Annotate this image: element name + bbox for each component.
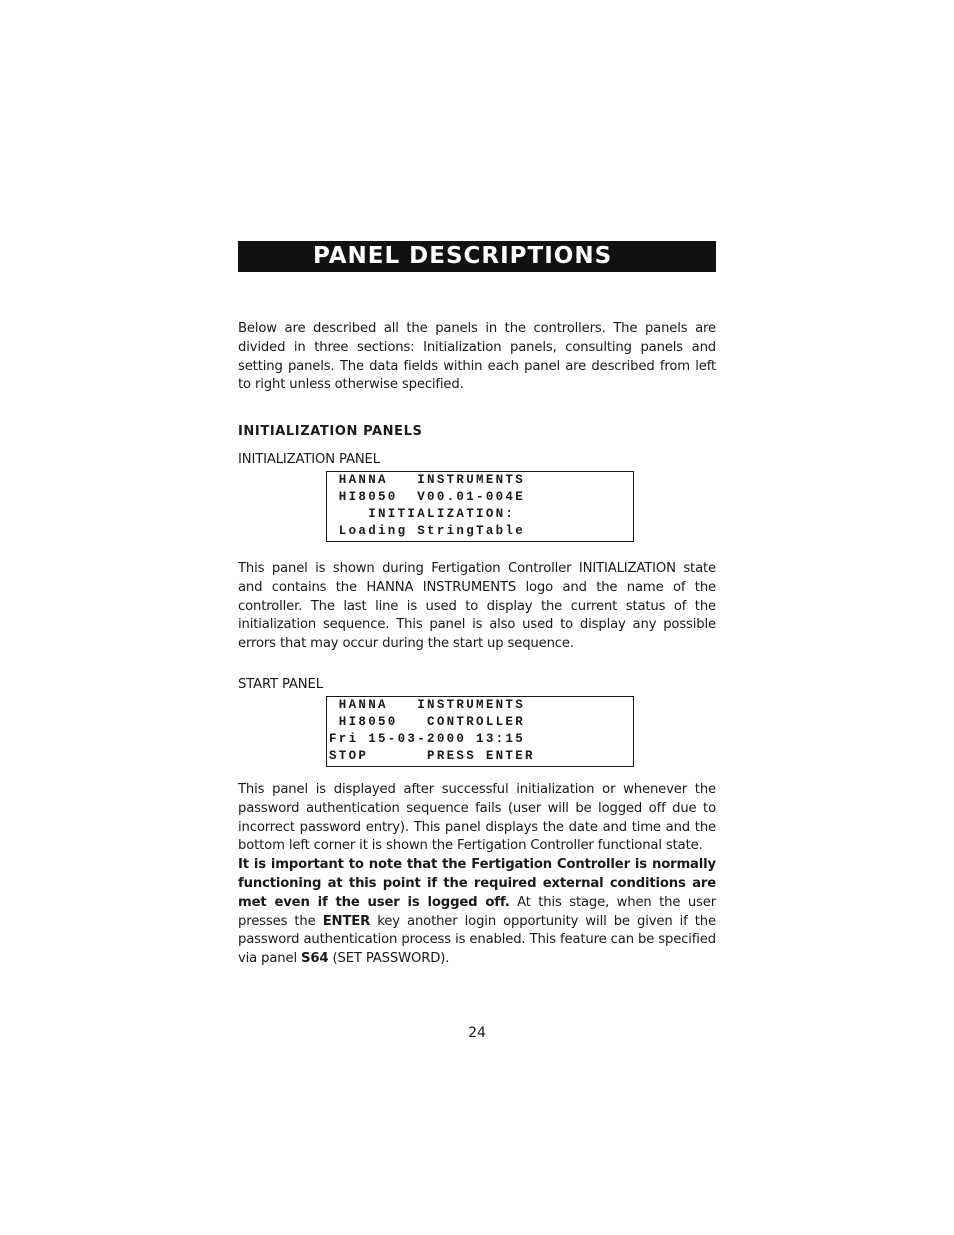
note-text: key another login opportunity will be given if the password authentication process is enabled. This feature can be specified via panel: [238, 913, 716, 967]
panel-s64-ref: S64: [301, 951, 329, 967]
lcd-line: Fri 15-03-2000 13:15: [329, 732, 526, 746]
init-panel-description: This panel is shown during Fertigation Controller INITIALIZATION state and contains the HANNA INSTRUMENTS logo and the name of the controller. The last line is used to display the current status of the initialization sequence. This panel is also used to display any possible errors that may occur during the start up sequence.: [238, 561, 716, 652]
lcd-line: HI8050 CONTROLLER: [329, 715, 526, 729]
start-panel-text: This panel is displayed after successful initialization or whenever the password authentication sequence fails (user will be logged off due to incorrect password entry). This panel displays the date and time and the bottom left corner it is shown the Fertigation Controller functional state.: [238, 782, 716, 854]
page-number: 24: [468, 1025, 486, 1041]
start-panel-lcd: [326, 696, 634, 767]
note-text: At this stage, when the user presses the: [238, 894, 716, 929]
lcd-line: STOP PRESS ENTER: [329, 749, 535, 763]
start-panel-label: START PANEL: [238, 677, 323, 692]
title-bar: [238, 241, 716, 272]
lcd-line: INITIALIZATION:: [329, 507, 526, 521]
lcd-line: Loading StringTable: [329, 524, 526, 538]
lcd-line: HI8050 V00.01-004E: [329, 490, 526, 504]
start-panel-important-note: It is important to note that the Fertigation Controller is normally functioning at this point if the required external conditions are met even if the user is logged off.: [238, 857, 716, 910]
enter-key-ref: ENTER: [322, 913, 371, 929]
page-title: PANEL DESCRIPTIONS: [313, 243, 613, 269]
init-panel-label: INITIALIZATION PANEL: [238, 452, 380, 467]
lcd-line: HANNA INSTRUMENTS: [329, 698, 526, 712]
note-text: (SET PASSWORD).: [328, 951, 450, 967]
intro-paragraph: Below are described all the panels in the controllers. The panels are divided in three sections: Initialization panels, consulting panels and setting panels. The data fields within each panel are described from left to right unless otherwise specified.: [238, 321, 716, 393]
start-panel-description: [238, 781, 716, 969]
section-heading: INITIALIZATION PANELS: [238, 424, 423, 439]
init-panel-lcd: [326, 471, 634, 542]
lcd-line: HANNA INSTRUMENTS: [329, 473, 526, 487]
